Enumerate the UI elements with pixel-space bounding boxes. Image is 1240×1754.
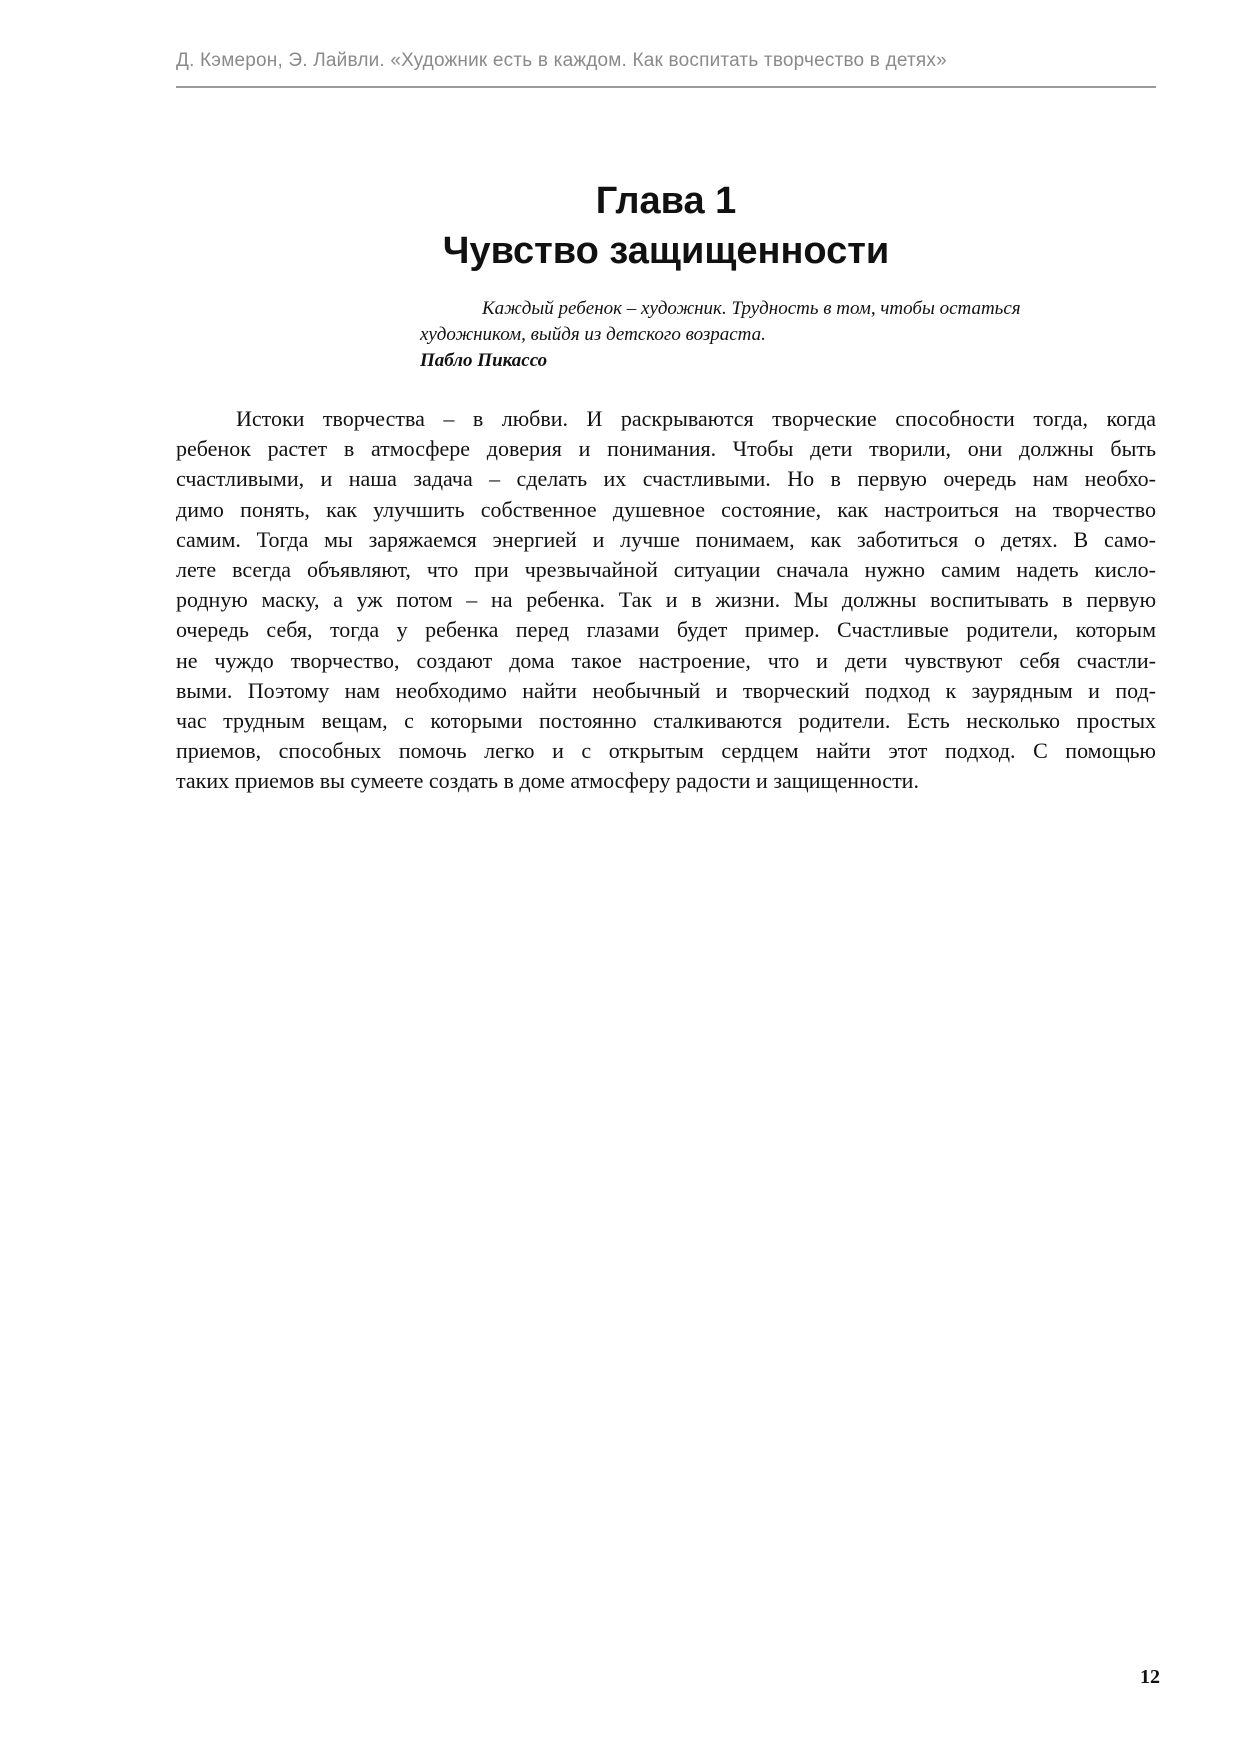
- paragraph-line: таких приемов вы сумеете создать в доме атмосферу радости и защищенности.: [176, 768, 919, 794]
- header-divider: [176, 86, 1156, 88]
- paragraph-line: димо понять, как улучшить собственное душевное состояние, как настроиться на творчество: [176, 496, 1156, 522]
- epigraph-quote-line: Каждый ребенок – художник. Трудность в том, чтобы остаться: [482, 298, 1021, 319]
- chapter-title: Чувство защищенности: [442, 230, 890, 272]
- paragraph-line: Истоки творчества – в любви. И раскрываются творческие способности тогда, когда: [236, 406, 1156, 431]
- paragraph-line: приемов, способных помочь легко и с открытым сердцем найти этот подход. С помощью: [176, 738, 1156, 764]
- paragraph-line: родную маску, а уж потом – на ребенка. Так и в жизни. Мы должны воспитывать в первую: [176, 587, 1156, 613]
- body-paragraph: [176, 404, 1156, 797]
- epigraph: [420, 296, 1120, 374]
- paragraph-line: час трудным вещам, с которыми постоянно сталкиваются родители. Есть несколько простых: [176, 708, 1156, 734]
- paragraph-line: лете всегда объявляют, что при чрезвычайной ситуации сначала нужно самим надеть кисло-: [176, 557, 1156, 583]
- running-header: Д. Кэмерон, Э. Лайвли. «Художник есть в каждом. Как воспитать творчество в детях»: [176, 50, 947, 71]
- paragraph-line: самим. Тогда мы заряжаемся энергией и лучше понимаем, как заботиться о детях. В само-: [176, 526, 1156, 552]
- chapter-heading: [176, 176, 1156, 276]
- epigraph-author: Пабло Пикассо: [420, 350, 548, 371]
- paragraph-line: счастливыми, и наша задача – сделать их счастливыми. Но в первую очередь нам необхо-: [176, 466, 1156, 492]
- epigraph-quote-line: художником, выйдя из детского возраста.: [420, 324, 766, 345]
- paragraph-line: выми. Поэтому нам необходимо найти необычный и творческий подход к заурядным и под-: [176, 677, 1156, 703]
- chapter-number: Глава 1: [595, 180, 737, 222]
- paragraph-line: очередь себя, тогда у ребенка перед глазами будет пример. Счастливые родители, которым: [176, 617, 1156, 643]
- page-number: 12: [1140, 1666, 1160, 1688]
- paragraph-line: ребенок растет в атмосфере доверия и понимания. Чтобы дети творили, они должны быть: [176, 436, 1156, 462]
- paragraph-line: не чуждо творчество, создают дома такое настроение, что и дети чувствуют себя счастли-: [176, 647, 1156, 673]
